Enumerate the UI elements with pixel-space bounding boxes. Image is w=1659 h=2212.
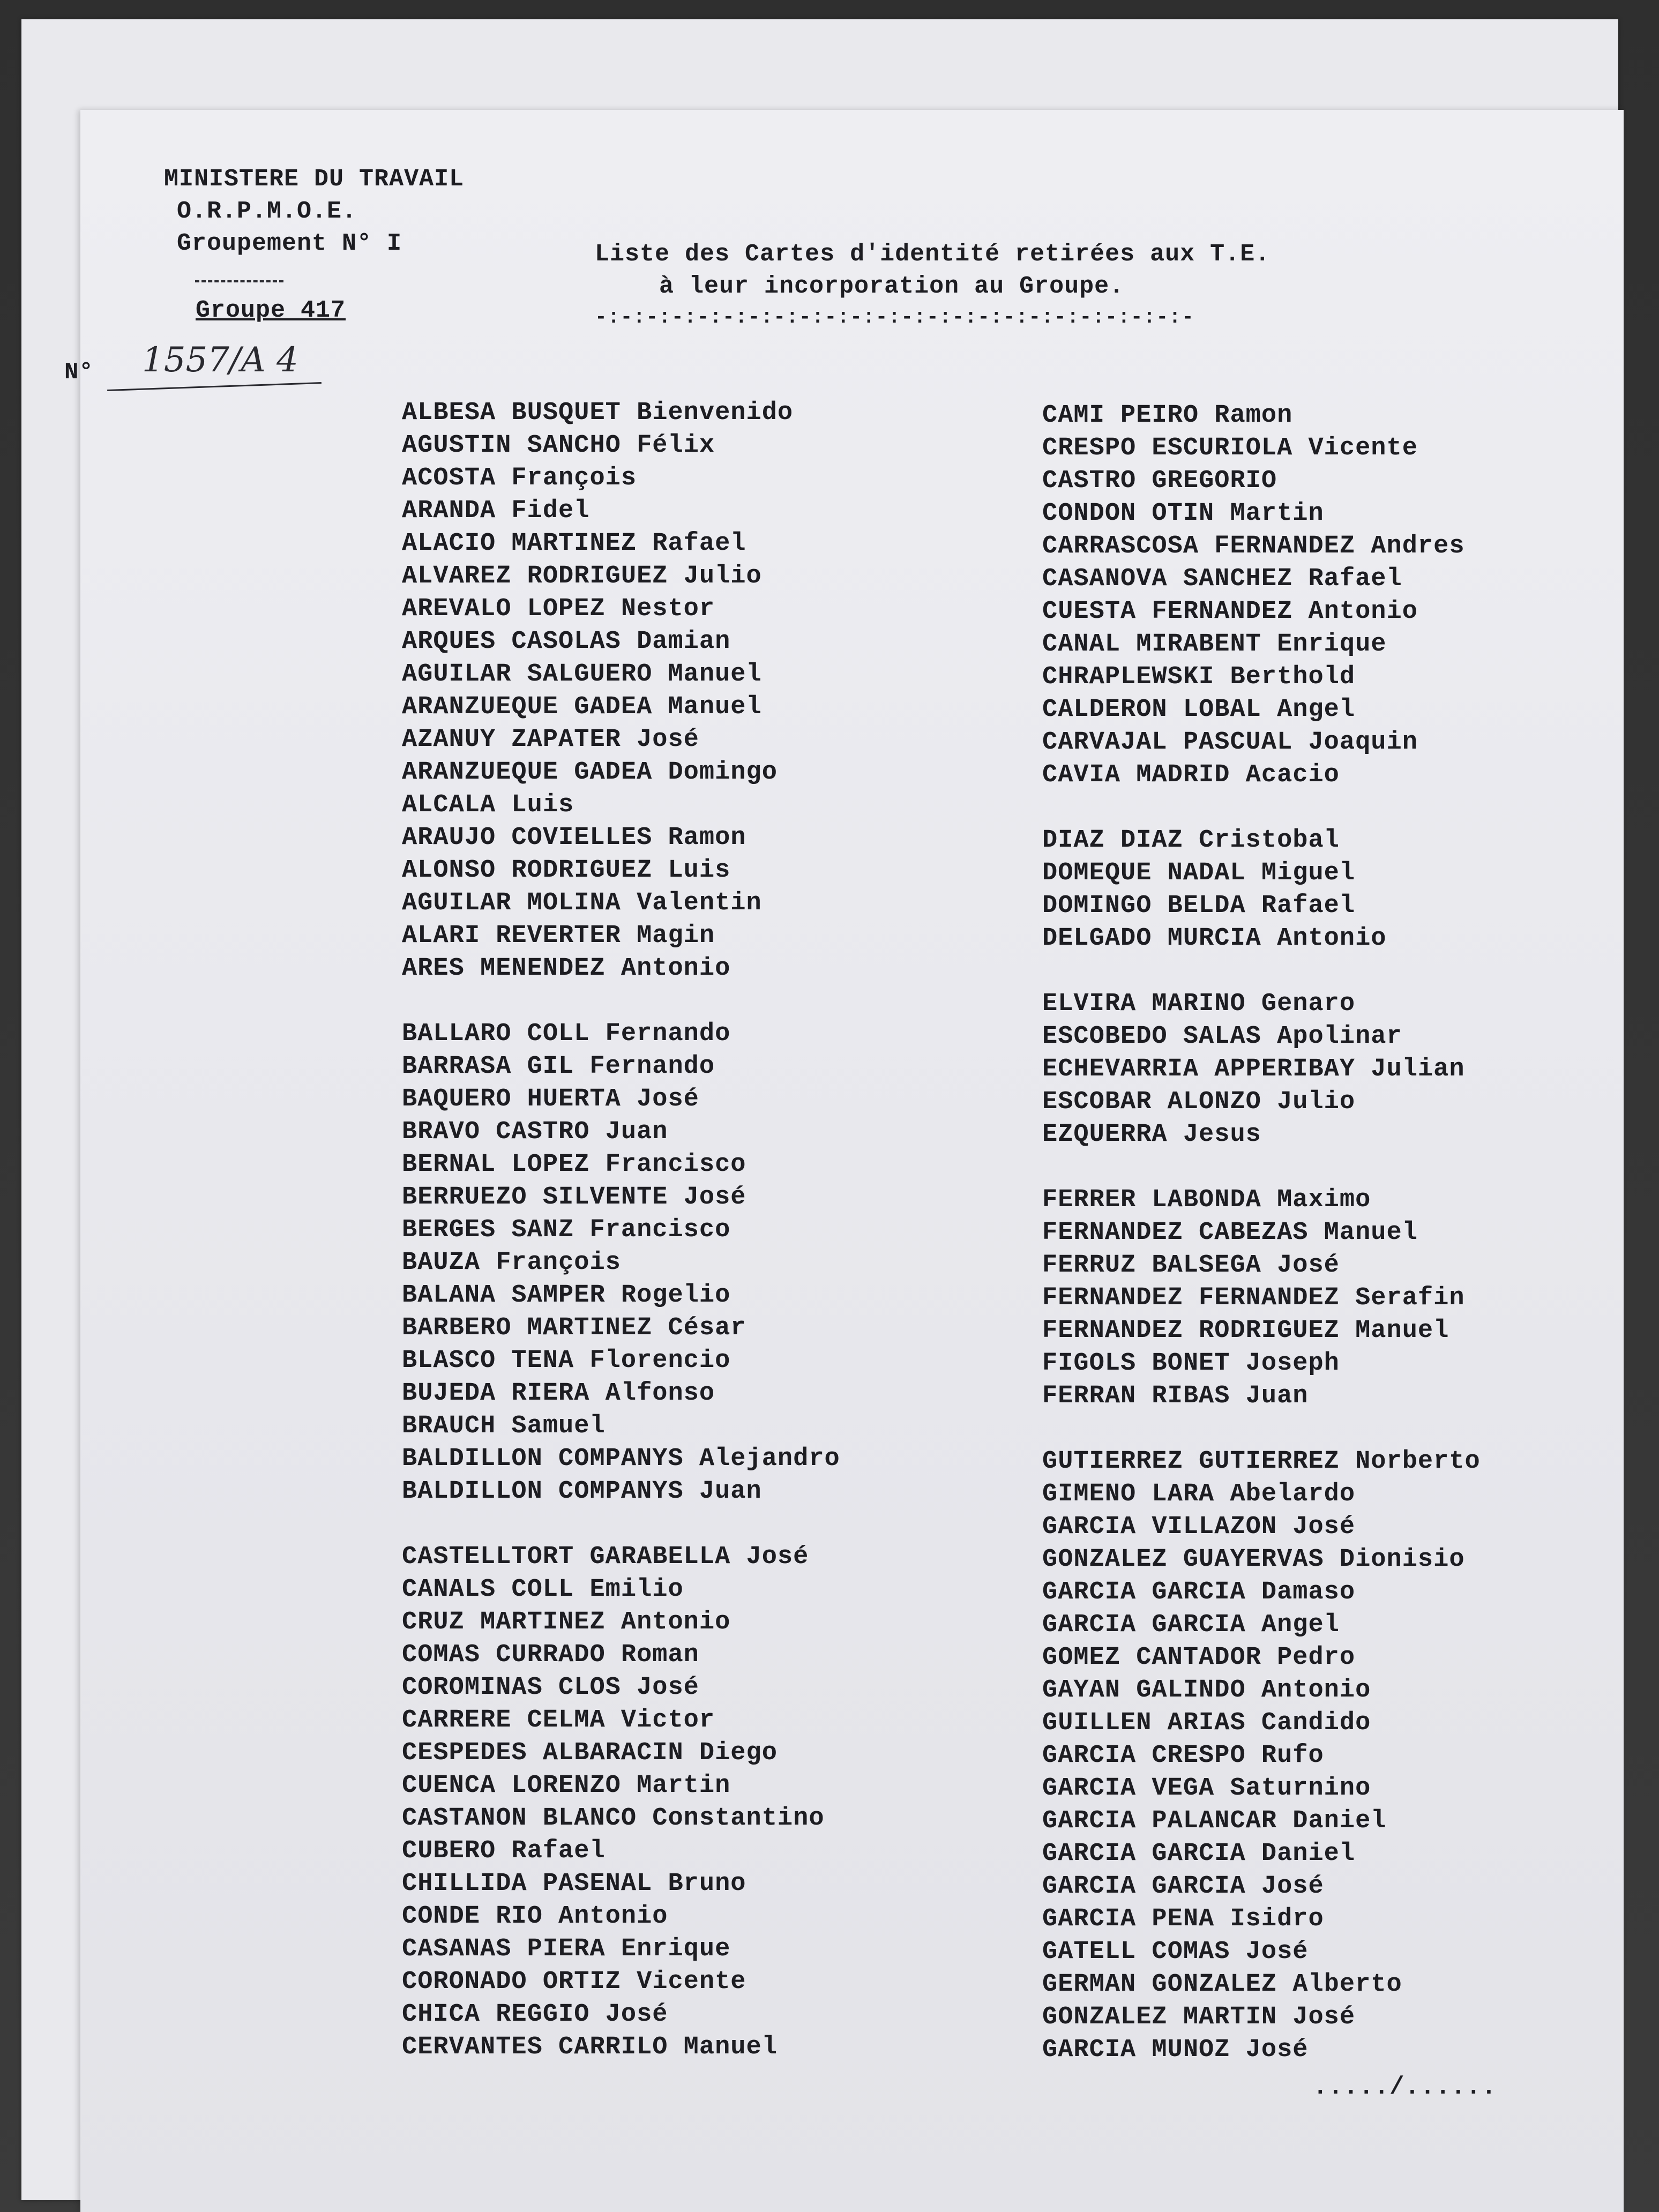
right-name-entry: CASANOVA SANCHEZ Rafael	[1042, 565, 1402, 593]
right-name-entry: CONDON OTIN Martin	[1042, 499, 1324, 528]
right-name-entry: GARCIA CRESPO Rufo	[1042, 1742, 1324, 1770]
right-name-entry: GARCIA GARCIA Angel	[1042, 1611, 1340, 1639]
right-name-entry: CALDERON LOBAL Angel	[1042, 696, 1356, 724]
left-name-entry: BARRASA GIL Fernando	[402, 1052, 715, 1081]
left-name-entry: ALACIO MARTINEZ Rafael	[402, 529, 746, 558]
right-name-entry: GARCIA GARCIA Damaso	[1042, 1578, 1356, 1606]
right-name-entry: FERRUZ BALSEGA José	[1042, 1251, 1340, 1280]
right-name-entry: ELVIRA MARINO Genaro	[1042, 990, 1356, 1018]
right-name-entry: CASTRO GREGORIO	[1042, 467, 1277, 495]
number-underline	[107, 382, 322, 391]
left-name-entry: CASTANON BLANCO Constantino	[402, 1804, 825, 1833]
group-spacer	[1042, 1413, 1481, 1445]
left-name-entry: CORONADO ORTIZ Vicente	[402, 1968, 746, 1996]
left-name-entry: CHICA REGGIO José	[402, 2000, 668, 2029]
document-page	[64, 110, 1624, 2212]
left-name-entry: ACOSTA François	[402, 464, 637, 492]
right-name-column	[1042, 399, 1481, 2066]
right-name-entry: GARCIA MUNOZ José	[1042, 2036, 1309, 2064]
left-name-entry: BERGES SANZ Francisco	[402, 1216, 731, 1244]
title-dotted-rule: -:-:-:-:-:-:-:-:-:-:-:-:-:-:-:-:-:-:-:-:-:-:-:-	[595, 306, 1194, 329]
right-name-entry: GUILLEN ARIAS Candido	[1042, 1709, 1371, 1737]
right-name-entry: CARVAJAL PASCUAL Joaquin	[1042, 728, 1418, 757]
number-label: N°	[64, 359, 94, 386]
left-name-entry: BRAUCH Samuel	[402, 1412, 606, 1440]
groupe-heading: Groupe 417	[196, 297, 346, 324]
left-name-entry: CASTELLTORT GARABELLA José	[402, 1543, 809, 1571]
right-name-entry: CANAL MIRABENT Enrique	[1042, 630, 1387, 659]
right-name-entry: GARCIA VILLAZON José	[1042, 1513, 1356, 1541]
left-name-entry: BALDILLON COMPANYS Juan	[402, 1477, 762, 1506]
right-name-entry: CHRAPLEWSKI Berthold	[1042, 663, 1356, 691]
left-name-entry: ARANZUEQUE GADEA Domingo	[402, 758, 778, 787]
right-name-entry: DOMINGO BELDA Rafael	[1042, 892, 1356, 920]
left-name-entry: CRUZ MARTINEZ Antonio	[402, 1608, 731, 1636]
right-name-entry: GOMEZ CANTADOR Pedro	[1042, 1643, 1356, 1672]
right-name-entry: EZQUERRA Jesus	[1042, 1120, 1261, 1149]
right-name-entry: GARCIA PENA Isidro	[1042, 1905, 1324, 1933]
group-spacer	[402, 1508, 840, 1541]
left-name-entry: ALARI REVERTER Magin	[402, 922, 715, 950]
left-name-entry: ARQUES CASOLAS Damian	[402, 627, 731, 656]
left-name-entry: AGUILAR MOLINA Valentin	[402, 889, 762, 917]
group-spacer	[402, 985, 840, 1018]
continuation-mark: ...../......	[1313, 2073, 1497, 2101]
right-name-entry: ESCOBAR ALONZO Julio	[1042, 1088, 1356, 1116]
group-spacer	[1042, 1151, 1481, 1184]
left-name-entry: AREVALO LOPEZ Nestor	[402, 595, 715, 623]
left-name-entry: BARBERO MARTINEZ César	[402, 1314, 746, 1342]
left-name-entry: ARES MENENDEZ Antonio	[402, 954, 731, 983]
right-name-entry: GIMENO LARA Abelardo	[1042, 1480, 1356, 1508]
left-name-entry: CUBERO Rafael	[402, 1837, 606, 1865]
left-name-entry: BAUZA François	[402, 1249, 621, 1277]
left-name-entry: BAQUERO HUERTA José	[402, 1085, 699, 1114]
right-name-entry: CAVIA MADRID Acacio	[1042, 761, 1340, 789]
right-name-entry: ECHEVARRIA APPERIBAY Julian	[1042, 1055, 1465, 1083]
left-name-entry: CARRERE CELMA Victor	[402, 1706, 715, 1735]
right-name-entry: GARCIA VEGA Saturnino	[1042, 1774, 1371, 1803]
right-name-entry: GONZALEZ GUAYERVAS Dionisio	[1042, 1545, 1465, 1574]
right-name-entry: CARRASCOSA FERNANDEZ Andres	[1042, 532, 1465, 561]
handwritten-reference-number: 1557/A 4	[142, 340, 298, 380]
left-name-entry: BRAVO CASTRO Juan	[402, 1118, 668, 1146]
left-name-entry: CERVANTES CARRILO Manuel	[402, 2033, 778, 2061]
left-name-entry: COROMINAS CLOS José	[402, 1673, 699, 1702]
left-name-entry: ARANDA Fidel	[402, 497, 590, 525]
left-name-entry: CUENCA LORENZO Martin	[402, 1772, 731, 1800]
groupement-heading: Groupement N° I	[177, 230, 402, 257]
left-name-entry: COMAS CURRADO Roman	[402, 1641, 699, 1669]
right-name-entry: FERNANDEZ FERNANDEZ Serafin	[1042, 1284, 1465, 1312]
left-name-entry: AGUSTIN SANCHO Félix	[402, 431, 715, 460]
list-title-line-2: à leur incorporation au Groupe.	[659, 273, 1125, 300]
right-name-entry: GONZALEZ MARTIN José	[1042, 2003, 1356, 2031]
right-name-entry: FERNANDEZ RODRIGUEZ Manuel	[1042, 1317, 1449, 1345]
left-name-entry: ARAUJO COVIELLES Ramon	[402, 824, 746, 852]
right-name-entry: FERRER LABONDA Maximo	[1042, 1186, 1371, 1214]
left-name-entry: BALANA SAMPER Rogelio	[402, 1281, 731, 1310]
right-name-entry: GARCIA GARCIA José	[1042, 1872, 1324, 1901]
right-name-entry: GARCIA GARCIA Daniel	[1042, 1840, 1356, 1868]
left-name-entry: CANALS COLL Emilio	[402, 1575, 684, 1604]
left-name-entry: AGUILAR SALGUERO Manuel	[402, 660, 762, 689]
left-name-entry: CHILLIDA PASENAL Bruno	[402, 1870, 746, 1898]
right-name-entry: GERMAN GONZALEZ Alberto	[1042, 1970, 1402, 1999]
list-title-line-1: Liste des Cartes d'identité retirées aux T.E.	[595, 241, 1271, 268]
left-name-entry: BERNAL LOPEZ Francisco	[402, 1150, 746, 1179]
left-name-entry: BALDILLON COMPANYS Alejandro	[402, 1445, 840, 1473]
left-name-entry: AZANUY ZAPATER José	[402, 726, 699, 754]
right-name-entry: ESCOBEDO SALAS Apolinar	[1042, 1022, 1402, 1051]
right-name-entry: DELGADO MURCIA Antonio	[1042, 924, 1387, 953]
right-name-entry: CAMI PEIRO Ramon	[1042, 401, 1293, 430]
right-name-entry: FIGOLS BONET Joseph	[1042, 1349, 1340, 1378]
org-heading: O.R.P.M.O.E.	[177, 198, 357, 225]
right-name-entry: FERNANDEZ CABEZAS Manuel	[1042, 1219, 1418, 1247]
left-name-entry: CASANAS PIERA Enrique	[402, 1935, 731, 1963]
right-name-entry: GARCIA PALANCAR Daniel	[1042, 1807, 1387, 1835]
right-name-entry: DIAZ DIAZ Cristobal	[1042, 826, 1340, 855]
left-name-entry: BLASCO TENA Florencio	[402, 1347, 731, 1375]
left-name-column	[402, 397, 840, 2064]
left-name-entry: ALBESA BUSQUET Bienvenido	[402, 399, 794, 427]
left-name-entry: BERRUEZO SILVENTE José	[402, 1183, 746, 1212]
right-name-entry: CRESPO ESCURIOLA Vicente	[1042, 434, 1418, 462]
left-name-entry: CONDE RIO Antonio	[402, 1902, 668, 1931]
left-name-entry: ALCALA Luis	[402, 791, 574, 819]
right-name-entry: GAYAN GALINDO Antonio	[1042, 1676, 1371, 1705]
right-name-entry: GUTIERREZ GUTIERREZ Norberto	[1042, 1447, 1481, 1476]
left-name-entry: BUJEDA RIERA Alfonso	[402, 1379, 715, 1408]
right-name-entry: DOMEQUE NADAL Miguel	[1042, 859, 1356, 887]
left-name-entry: BALLARO COLL Fernando	[402, 1020, 731, 1048]
ministry-heading: MINISTERE DU TRAVAIL	[164, 166, 465, 193]
group-spacer	[1042, 791, 1481, 824]
left-name-entry: ALONSO RODRIGUEZ Luis	[402, 856, 731, 885]
right-name-entry: FERRAN RIBAS Juan	[1042, 1382, 1309, 1410]
right-name-entry: GATELL COMAS José	[1042, 1938, 1309, 1966]
left-name-entry: ARANZUEQUE GADEA Manuel	[402, 693, 762, 721]
header-dash-rule	[195, 280, 283, 282]
left-name-entry: ALVAREZ RODRIGUEZ Julio	[402, 562, 762, 591]
group-spacer	[1042, 955, 1481, 988]
right-name-entry: CUESTA FERNANDEZ Antonio	[1042, 597, 1418, 626]
left-name-entry: CESPEDES ALBARACIN Diego	[402, 1739, 778, 1767]
